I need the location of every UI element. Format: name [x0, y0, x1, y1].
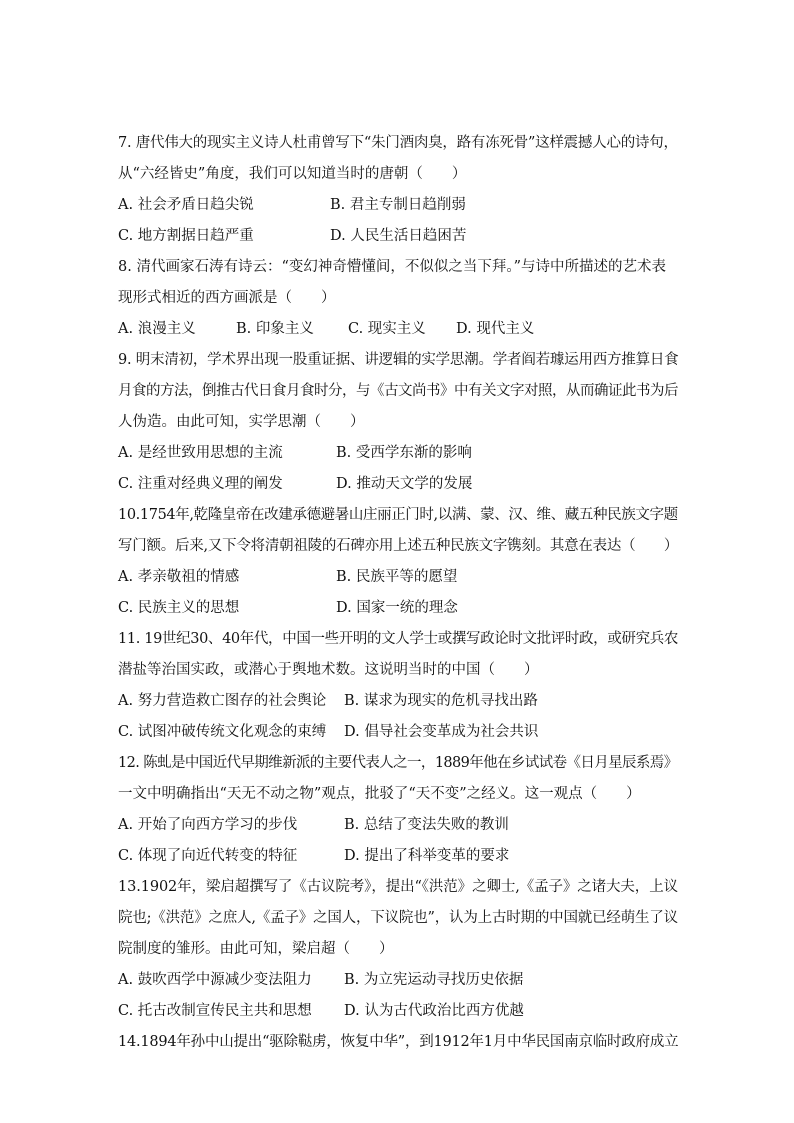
q7-stem-line1: 7. 唐代伟大的现实主义诗人杜甫曾写下“朱门酒肉臭，路有冻死骨”这样震撼人心的诗句， — [118, 135, 678, 151]
q13-option-c: C. 托古改制宣传民主共和思想 — [118, 1003, 312, 1019]
q9-stem-line1: 9. 明末清初，学术界出现一股重证据、讲逻辑的实学思潮。学者阎若璩运用西方推算日食 — [118, 352, 679, 368]
q10-option-c: C. 民族主义的思想 — [118, 600, 240, 616]
q12-option-b: B. 总结了变法失败的教训 — [344, 817, 509, 833]
q12-option-c: C. 体现了向近代转变的特征 — [118, 848, 298, 864]
q7-option-d: D. 人民生活日趋困苦 — [330, 228, 467, 244]
q9-option-d: D. 推动天文学的发展 — [336, 476, 473, 492]
q13-option-b: B. 为立宪运动寻找历史依据 — [344, 972, 524, 988]
q8-option-d: D. 现代主义 — [456, 321, 535, 337]
q7-option-b: B. 君主专制日趋削弱 — [330, 197, 466, 213]
q10-stem-line2: 写门额。后来,又下令将清朝祖陵的石碑亦用上述五种民族文字镌刻。其意在表达（ ） — [118, 538, 679, 554]
q13-stem-line2: 院也;《洪范》之庶人,《孟子》之国人，下议院也”，认为上古时期的中国就已经萌生了议 — [118, 910, 678, 926]
q12-stem-line1: 12. 陈虬是中国近代早期维新派的主要代表人之一，1889年他在乡试试卷《日月星辰系焉》 — [118, 755, 678, 771]
q7-option-a: A. 社会矛盾日趋尖锐 — [118, 197, 254, 213]
q10-stem-line1: 10.1754年,乾隆皇帝在改建承德避暑山庄丽正门时,以满、蒙、汉、维、藏五种民族文字题 — [118, 507, 678, 523]
q12-stem-line2: 一文中明确指出“天无不动之物”观点，批驳了“天不变”之经义。这一观点（ ） — [118, 786, 641, 802]
q13-stem-line1: 13.1902年，梁启超撰写了《古议院考》，提出“《洪范》之卿士,《孟子》之诸大夫，上议 — [118, 879, 678, 895]
q11-stem-line2: 潜盐等治国实政，或潜心于舆地术数。这说明当时的中国（ ） — [118, 662, 539, 678]
q8-stem-line2: 现形式相近的西方画派是（ ） — [118, 290, 336, 306]
q14-stem-line1: 14.1894年孙中山提出“驱除鞑虏，恢复中华”，到1912年1月中华民国南京临时政府成立 — [118, 1034, 679, 1050]
q10-option-a: A. 孝亲敬祖的情感 — [118, 569, 240, 585]
q8-option-b: B. 印象主义 — [236, 321, 314, 337]
q9-stem-line3: 人伪造。由此可知，实学思潮（ ） — [118, 414, 365, 430]
q8-option-a: A. 浪漫主义 — [118, 321, 196, 337]
q11-option-c: C. 试图冲破传统文化观念的束缚 — [118, 724, 327, 740]
q10-option-b: B. 民族平等的愿望 — [336, 569, 458, 585]
q11-option-d: D. 倡导社会变革成为社会共识 — [344, 724, 539, 740]
q13-option-a: A. 鼓吹西学中源减少变法阻力 — [118, 972, 312, 988]
q7-option-c: C. 地方割据日趋严重 — [118, 228, 254, 244]
q8-option-c: C. 现实主义 — [348, 321, 426, 337]
q13-option-d: D. 认为古代政治比西方优越 — [344, 1003, 524, 1019]
q7-stem-line2: 从“六经皆史”角度，我们可以知道当时的唐朝（ ） — [118, 166, 467, 182]
q9-option-c: C. 注重对经典义理的阐发 — [118, 476, 283, 492]
q8-stem-line1: 8. 清代画家石涛有诗云：“变幻神奇懵懂间，不似似之当下拜。”与诗中所描述的艺术表 — [118, 259, 667, 275]
q12-option-d: D. 提出了科举变革的要求 — [344, 848, 510, 864]
q9-option-b: B. 受西学东渐的影响 — [336, 445, 472, 461]
q11-stem-line1: 11. 19世纪30、40年代，中国一些开明的文人学士或撰写政论时文批评时政，或研究兵农 — [118, 631, 679, 647]
q11-option-a: A. 努力营造救亡图存的社会舆论 — [118, 693, 327, 709]
q11-option-b: B. 谋求为现实的危机寻找出路 — [344, 693, 538, 709]
q9-option-a: A. 是经世致用思想的主流 — [118, 445, 283, 461]
q10-option-d: D. 国家一统的理念 — [336, 600, 458, 616]
q13-stem-line3: 院制度的雏形。由此可知，梁启超（ ） — [118, 941, 394, 957]
q12-option-a: A. 开始了向西方学习的步伐 — [118, 817, 298, 833]
q9-stem-line2: 月食的方法，倒推古代日食月食时分，与《古文尚书》中有关文字对照，从而确证此书为后 — [118, 383, 678, 399]
